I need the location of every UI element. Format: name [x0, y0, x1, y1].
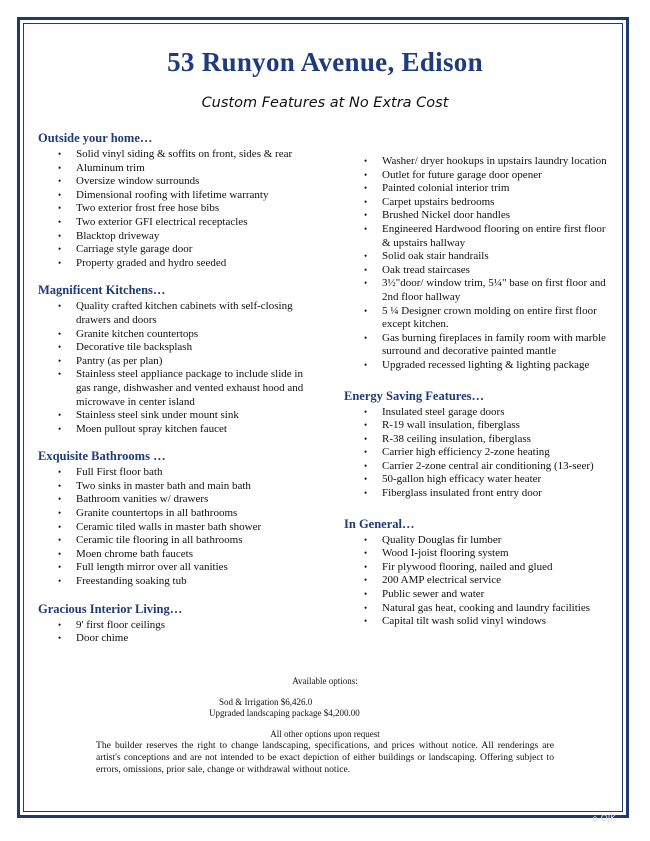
list-item-text: 50-gallon high efficacy water heater — [382, 473, 542, 486]
list-item — [344, 473, 616, 487]
bullet-icon: • — [364, 589, 368, 600]
bullet-icon: • — [364, 534, 368, 545]
list-item — [38, 148, 318, 162]
bullet-icon: • — [364, 561, 368, 572]
list-item-text: Fiberglass insulated front entry door — [382, 487, 542, 500]
list-item-text: R-38 ceiling insulation, fiberglass — [382, 432, 531, 445]
list-item-text: Wood I-joist flooring system — [382, 547, 509, 560]
bullet-icon: • — [58, 467, 62, 478]
list-item-text: Full length mirror over all vanities — [76, 561, 228, 574]
list-item — [344, 277, 616, 304]
bullet-icon: • — [58, 162, 62, 173]
bullet-icon: • — [58, 244, 62, 255]
list-item — [344, 460, 616, 474]
bullet-icon: • — [58, 189, 62, 200]
list-item-text: Dimensional roofing with lifetime warranty — [76, 188, 269, 201]
list-item — [344, 446, 616, 460]
section-heading: Magnificent Kitchens… — [38, 283, 166, 298]
list-item-text: Oak tread staircases — [382, 263, 470, 276]
bullet-icon: • — [364, 616, 368, 627]
available-options-label: Available options: — [292, 676, 358, 686]
bullet-icon: • — [364, 183, 368, 194]
list-item-text: Granite kitchen countertops — [76, 327, 199, 340]
bullet-icon: • — [58, 257, 62, 268]
bullet-icon: • — [364, 305, 368, 316]
list-item — [344, 574, 616, 588]
list-item-text: Capital tilt wash solid vinyl windows — [382, 615, 547, 628]
section-interior-continued — [344, 155, 616, 373]
list-item-text: Moen chrome bath faucets — [76, 547, 193, 560]
list-item — [344, 182, 616, 196]
bullet-icon: • — [58, 423, 62, 434]
bullet-icon: • — [364, 223, 368, 234]
page-title: 53 Runyon Avenue, Edison — [167, 47, 483, 77]
bullet-icon: • — [58, 410, 62, 421]
list-item-text: Moen pullout spray kitchen faucet — [76, 422, 227, 435]
list-item — [344, 264, 616, 278]
list-item-text: Two exterior GFI electrical receptacles — [76, 215, 248, 228]
bullet-icon: • — [58, 535, 62, 546]
list-item-text: 200 AMP electrical service — [382, 574, 502, 587]
list-item-text: Ceramic tile flooring in all bathrooms — [76, 534, 243, 547]
list-item — [38, 216, 318, 230]
list-item-text: Stainless steel appliance package to include slide in gas range, dishwasher and vented exhaust hood and microwave in center island — [76, 368, 304, 408]
feature-list — [344, 155, 616, 373]
bullet-icon: • — [58, 494, 62, 505]
right-column — [344, 155, 616, 629]
list-item-text: Washer/ dryer hookups in upstairs laundry location — [382, 155, 607, 167]
list-item — [38, 355, 318, 369]
list-item — [344, 250, 616, 264]
bullet-icon: • — [58, 548, 62, 559]
list-item — [344, 547, 616, 561]
list-item — [38, 521, 318, 535]
list-item — [38, 341, 318, 355]
list-item-text: Natural gas heat, cooking and laundry facilities — [382, 601, 591, 614]
option-landscaping: Upgraded landscaping package $4,200.00 — [209, 708, 360, 718]
list-item-text: Property graded and hydro seeded — [76, 256, 227, 269]
list-item — [38, 230, 318, 244]
list-item-text: Bathroom vanities w/ drawers — [76, 493, 209, 506]
section-heading: Energy Saving Features… — [344, 388, 485, 403]
list-item-text: Carrier 2-zone central air conditioning (13-seer) — [382, 459, 594, 472]
list-item — [38, 619, 318, 633]
list-item-text: Public sewer and water — [382, 588, 485, 601]
list-item-text: Quality Douglas fir lumber — [382, 533, 502, 546]
list-item-text: Carrier high efficiency 2-zone heating — [382, 446, 550, 459]
list-item — [344, 169, 616, 183]
bullet-icon: • — [364, 196, 368, 207]
list-item-text: Fir plywood flooring, nailed and glued — [382, 560, 553, 573]
list-item-text: Quality crafted kitchen cabinets with self-closing drawers and doors — [76, 300, 293, 326]
bullet-icon: • — [58, 562, 62, 573]
bullet-icon: • — [58, 216, 62, 227]
list-item — [38, 368, 318, 409]
list-item-text: Blacktop driveway — [76, 229, 160, 242]
list-item-text: Solid oak stair handrails — [382, 250, 489, 263]
bullet-icon: • — [364, 406, 368, 417]
list-item — [344, 615, 616, 629]
section-outside-home — [38, 131, 318, 270]
section-heading: Gracious Interior Living… — [38, 601, 183, 616]
list-item-text: Insulated steel garage doors — [382, 405, 505, 418]
bullet-icon: • — [364, 156, 368, 166]
feature-list — [38, 148, 318, 270]
bullet-icon: • — [364, 420, 368, 431]
list-item — [38, 409, 318, 423]
section-kitchens — [38, 283, 318, 436]
list-item — [344, 588, 616, 602]
list-item-text: Two sinks in master bath and main bath — [76, 479, 251, 492]
bullet-icon: • — [58, 521, 62, 532]
list-item-text: Carpet upstairs bedrooms — [382, 195, 495, 208]
bullet-icon: • — [58, 328, 62, 339]
bullet-icon: • — [58, 355, 62, 366]
list-item — [38, 257, 318, 271]
list-item — [38, 493, 318, 507]
list-item — [344, 305, 616, 332]
list-item-text: Aluminum trim — [76, 161, 145, 174]
bullet-icon: • — [58, 633, 62, 644]
list-item — [344, 196, 616, 210]
list-item-text: Door chime — [76, 632, 129, 645]
list-item — [344, 155, 616, 169]
list-item — [344, 487, 616, 501]
list-item-text: Oversize window surrounds — [76, 175, 200, 188]
list-item — [38, 189, 318, 203]
list-item — [344, 223, 616, 250]
list-item-text: Solid vinyl siding & soffits on front, sides & rear — [76, 148, 293, 160]
bullet-icon: • — [364, 548, 368, 559]
bullet-icon: • — [364, 602, 368, 613]
bullet-icon: • — [364, 488, 368, 499]
section-heading: In General… — [344, 516, 415, 531]
list-item — [344, 332, 616, 359]
list-item-text: Pantry (as per plan) — [76, 354, 163, 367]
list-item-text: Freestanding soaking tub — [76, 575, 187, 588]
list-item — [38, 300, 318, 327]
list-item — [38, 632, 318, 646]
list-item-text: Decorative tile backsplash — [76, 341, 193, 354]
bullet-icon: • — [364, 575, 368, 586]
feature-list — [344, 534, 616, 629]
list-item-text: Painted colonial interior trim — [382, 182, 510, 195]
list-item-text: 9' first floor ceilings — [76, 618, 166, 631]
bullet-icon: • — [364, 460, 368, 471]
bullet-icon: • — [58, 301, 62, 312]
list-item-text: 3½"door/ window trim, 5¼" base on first floor and 2nd floor hallway — [382, 277, 606, 303]
bullet-icon: • — [58, 508, 62, 519]
watermark-logo: ⌂ OJK — [592, 814, 617, 824]
list-item — [344, 209, 616, 223]
section-heading: Outside your home… — [38, 131, 153, 145]
bullet-icon: • — [364, 169, 368, 180]
bullet-icon: • — [58, 369, 62, 380]
bullet-icon: • — [58, 576, 62, 587]
feature-list — [38, 619, 318, 646]
bullet-icon: • — [58, 619, 62, 630]
section-in-general — [344, 517, 616, 629]
list-item — [38, 328, 318, 342]
section-energy-saving — [344, 389, 616, 501]
section-interior-living — [38, 602, 318, 646]
list-item-text: Ceramic tiled walls in master bath shower — [76, 520, 262, 533]
bullet-icon: • — [58, 203, 62, 214]
section-bathrooms — [38, 449, 318, 588]
list-item — [38, 548, 318, 562]
option-sod-irrigation: Sod & Irrigation $6,426.0 — [219, 697, 313, 707]
left-column — [38, 131, 318, 646]
list-item-text: Granite countertops in all bathrooms — [76, 507, 238, 520]
list-item — [38, 561, 318, 575]
list-item-text: Upgraded recessed lighting & lighting package — [382, 358, 590, 371]
list-item — [38, 243, 318, 257]
bullet-icon: • — [364, 251, 368, 262]
list-item — [38, 423, 318, 437]
other-options-note: All other options upon request — [270, 729, 380, 739]
list-item — [38, 575, 318, 589]
bullet-icon: • — [364, 210, 368, 221]
bullet-icon: • — [58, 230, 62, 241]
list-item — [38, 534, 318, 548]
feature-list — [344, 406, 616, 501]
list-item — [344, 534, 616, 548]
list-item — [38, 507, 318, 521]
list-item-text: Brushed Nickel door handles — [382, 209, 510, 222]
bullet-icon: • — [364, 264, 368, 275]
bullet-icon: • — [364, 332, 368, 343]
bullet-icon: • — [364, 447, 368, 458]
list-item — [38, 466, 318, 480]
list-item — [38, 202, 318, 216]
bullet-icon: • — [58, 480, 62, 491]
list-item — [344, 433, 616, 447]
list-item-text: Gas burning fireplaces in family room with marble surround and decorative painted mantle — [382, 331, 606, 358]
list-item — [344, 419, 616, 433]
list-item-text: R-19 wall insulation, fiberglass — [382, 419, 520, 432]
list-item — [344, 406, 616, 420]
bullet-icon: • — [364, 433, 368, 444]
feature-list — [38, 466, 318, 588]
list-item — [344, 359, 616, 373]
list-item-text: Two exterior frost free hose bibs — [76, 202, 220, 215]
bullet-icon: • — [58, 149, 62, 159]
list-item-text: Outlet for future garage door opener — [382, 168, 542, 181]
section-heading: Exquisite Bathrooms … — [38, 449, 166, 464]
list-item — [38, 162, 318, 176]
page-subtitle: Custom Features at No Extra Cost — [201, 95, 449, 111]
list-item — [344, 561, 616, 575]
list-item-text: 5 ¼ Designer crown molding on entire first floor except kitchen. — [382, 304, 597, 331]
bullet-icon: • — [58, 176, 62, 187]
list-item-text: Full First floor bath — [76, 466, 163, 479]
list-item — [38, 480, 318, 494]
bullet-icon: • — [58, 342, 62, 353]
list-item-text: Carriage style garage door — [76, 243, 193, 256]
feature-list — [38, 300, 318, 436]
list-item — [38, 175, 318, 189]
bullet-icon: • — [364, 278, 368, 289]
disclaimer: The builder reserves the right to change landscaping, specifications, and prices without notice. All renderings are artist's conceptions and are not intended to be exact depiction of either buildings or landscaping. Offering subject to errors, omissions, prior sale, change or withdrawal without notice. — [96, 740, 554, 775]
bullet-icon: • — [364, 359, 368, 370]
bullet-icon: • — [364, 474, 368, 485]
list-item — [344, 602, 616, 616]
list-item-text: Stainless steel sink under mount sink — [76, 409, 239, 422]
list-item-text: Engineered Hardwood flooring on entire first floor & upstairs hallway — [382, 222, 606, 249]
